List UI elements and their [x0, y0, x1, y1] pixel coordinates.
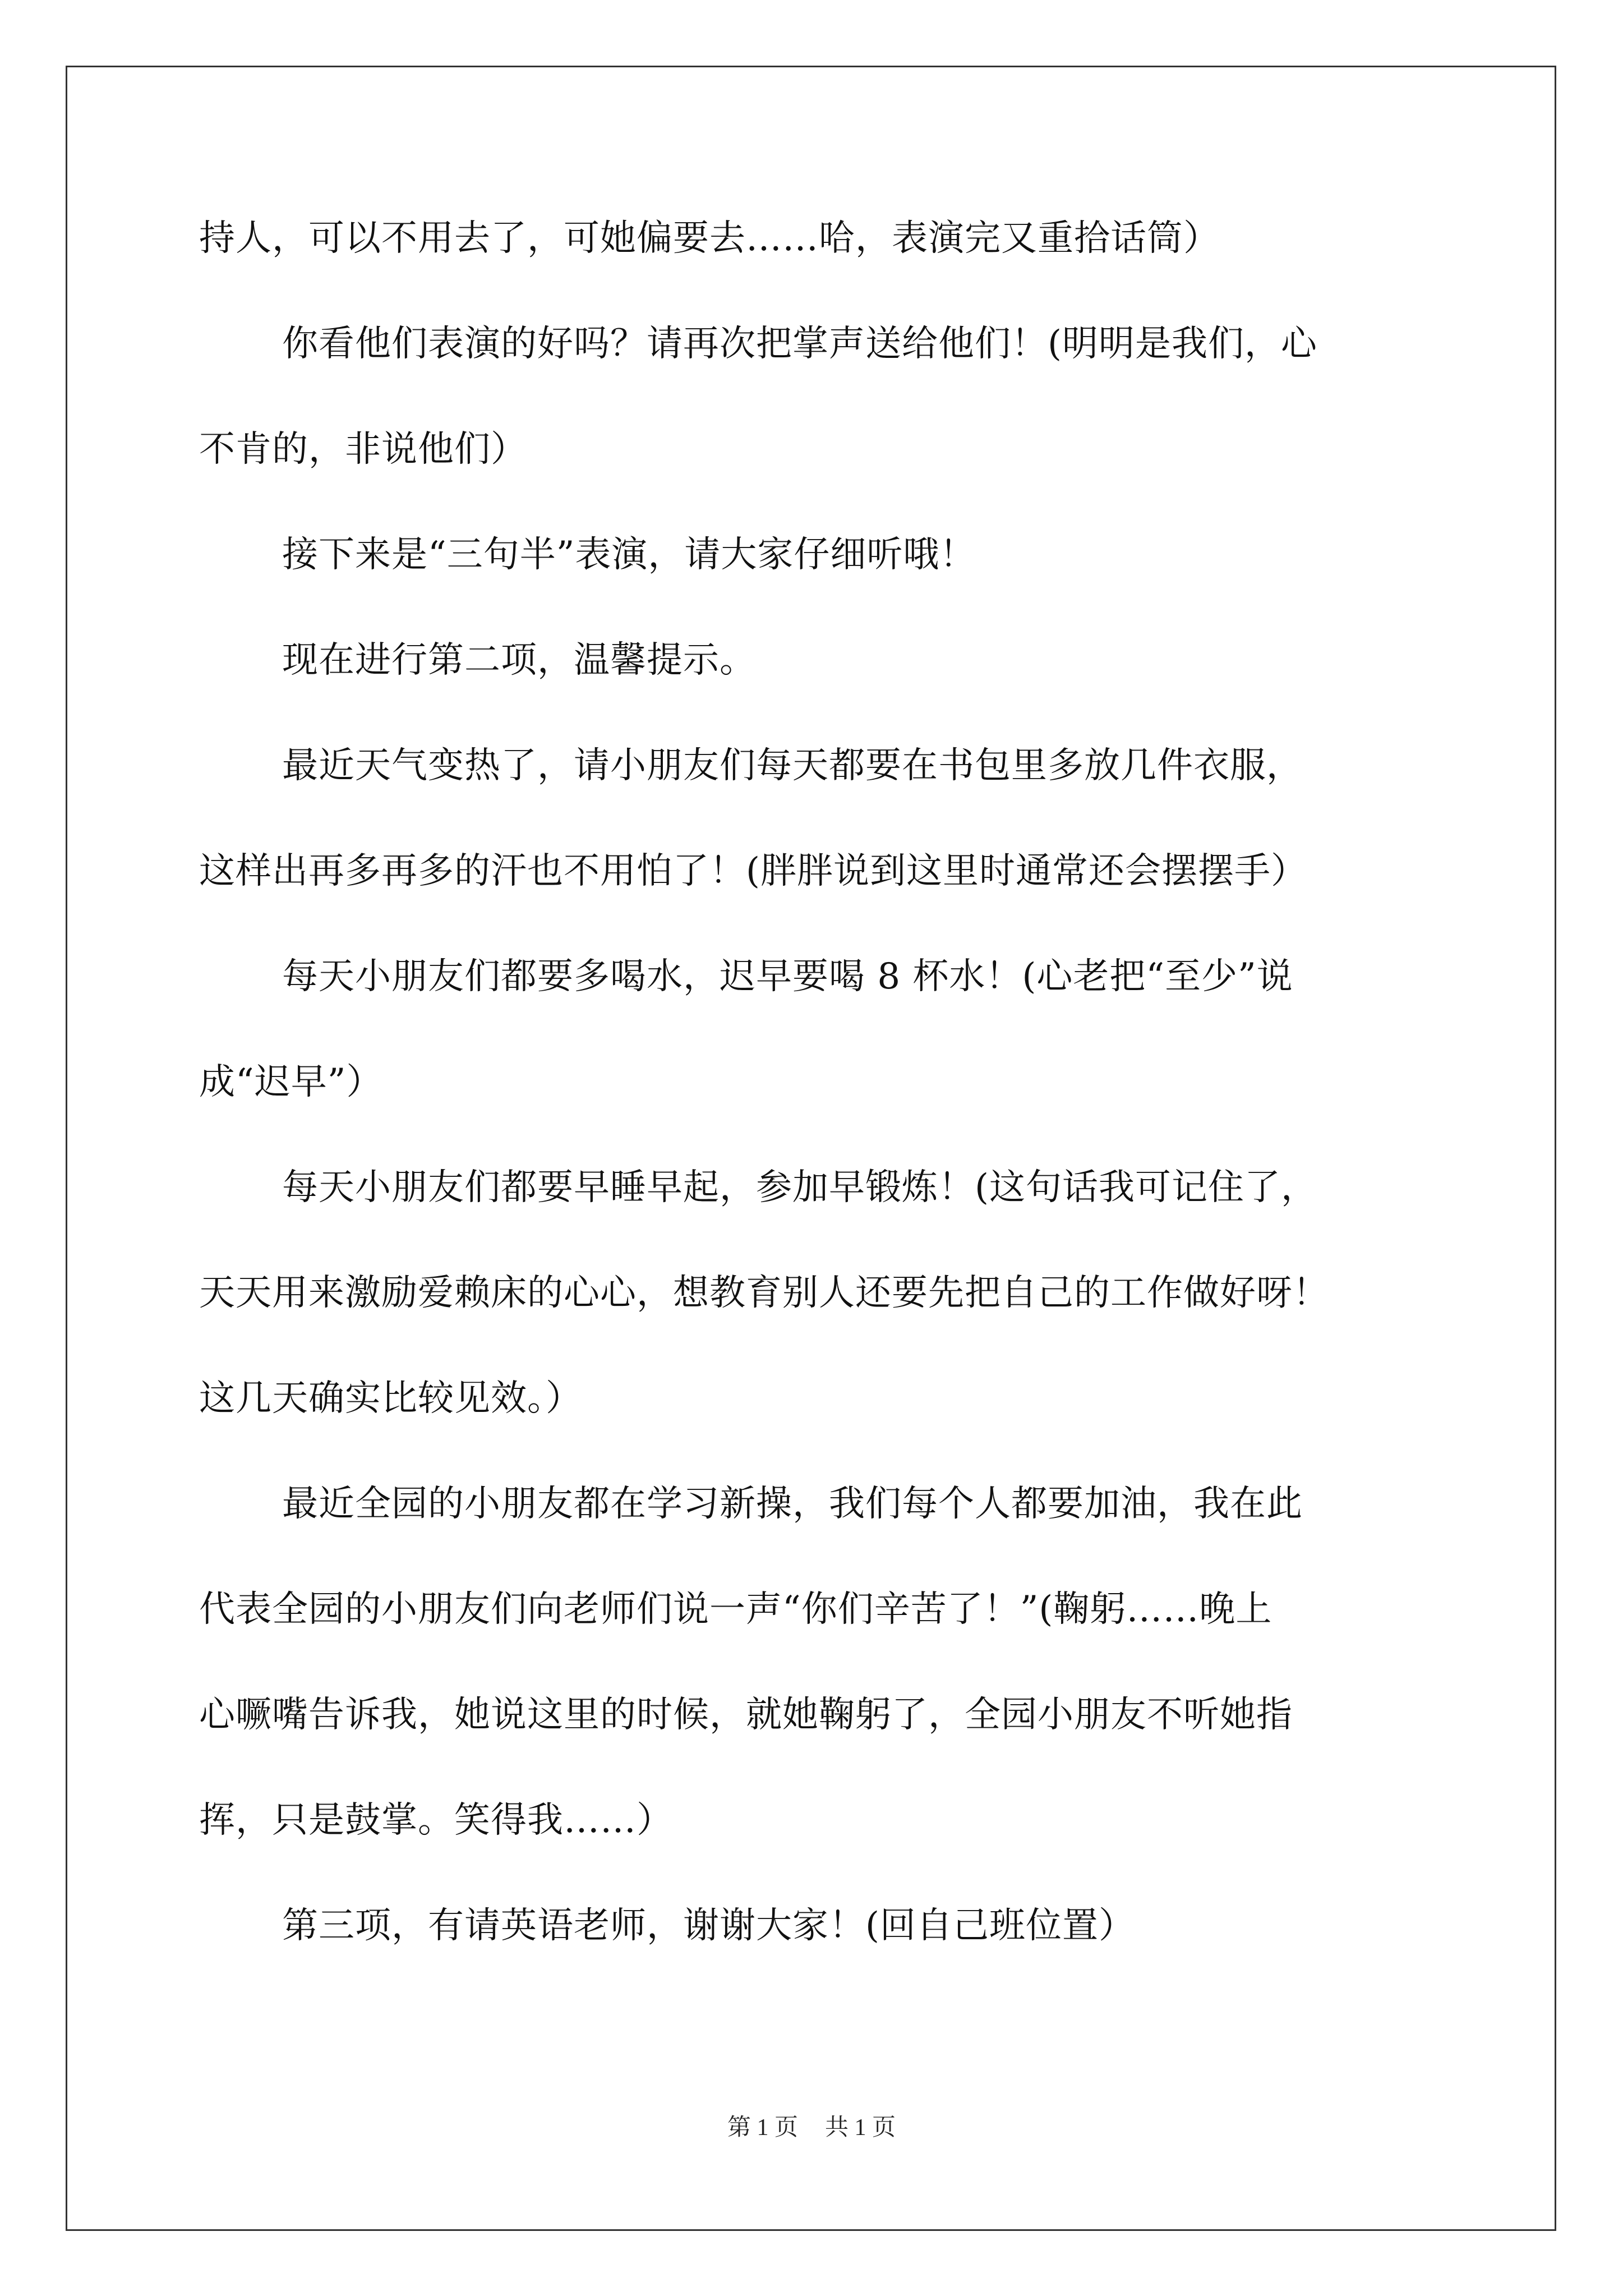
text-line: 每天小朋友们都要多喝水，迟早要喝 8 杯水！(心老把“至少”说 [282, 956, 1293, 997]
text-line: 持人，可以不用去了，可她偏要去……哈，表演完又重拾话筒） [199, 218, 1220, 259]
text-line: 这样出再多再多的汗也不用怕了！(胖胖说到这里时通常还会摆摆手） [199, 850, 1307, 892]
text-line: 最近天气变热了，请小朋友们每天都要在书包里多放几件衣服， [282, 745, 1303, 786]
page-total: 共 1 页 [825, 2115, 896, 2141]
text-line: 成“迟早”） [199, 1061, 383, 1103]
text-line: 每天小朋友们都要早睡早起，参加早锻炼！(这句话我可记住了， [282, 1167, 1317, 1208]
text-line: 第三项，有请英语老师，谢谢大家！(回自己班位置） [282, 1905, 1135, 1947]
text-line: 现在进行第二项，温馨提示。 [282, 639, 756, 681]
text-line: 挥，只是鼓掌。笑得我……） [199, 1800, 673, 1841]
page-number: 第 1 页 [727, 2115, 798, 2141]
text-line: 你看他们表演的好吗？请再次把掌声送给他们！(明明是我们，心 [282, 323, 1317, 365]
text-line: 最近全园的小朋友都在学习新操，我们每个人都要加油，我在此 [282, 1483, 1303, 1525]
text-line: 这几天确实比较见效。） [199, 1378, 582, 1419]
text-line: 不肯的，非说他们） [199, 429, 527, 470]
text-line: 天天用来激励爱赖床的心心，想教育别人还要先把自己的工作做好呀！ [199, 1272, 1329, 1314]
text-line: 代表全园的小朋友们向老师们说一声“你们辛苦了！”(鞠躬……晚上 [199, 1589, 1272, 1630]
page-footer [0, 2114, 1623, 2142]
text-line: 接下来是“三句半”表演，请大家仔细听哦！ [282, 534, 976, 576]
text-line: 心噘嘴告诉我，她说这里的时候，就她鞠躬了，全园小朋友不听她指 [199, 1694, 1293, 1736]
